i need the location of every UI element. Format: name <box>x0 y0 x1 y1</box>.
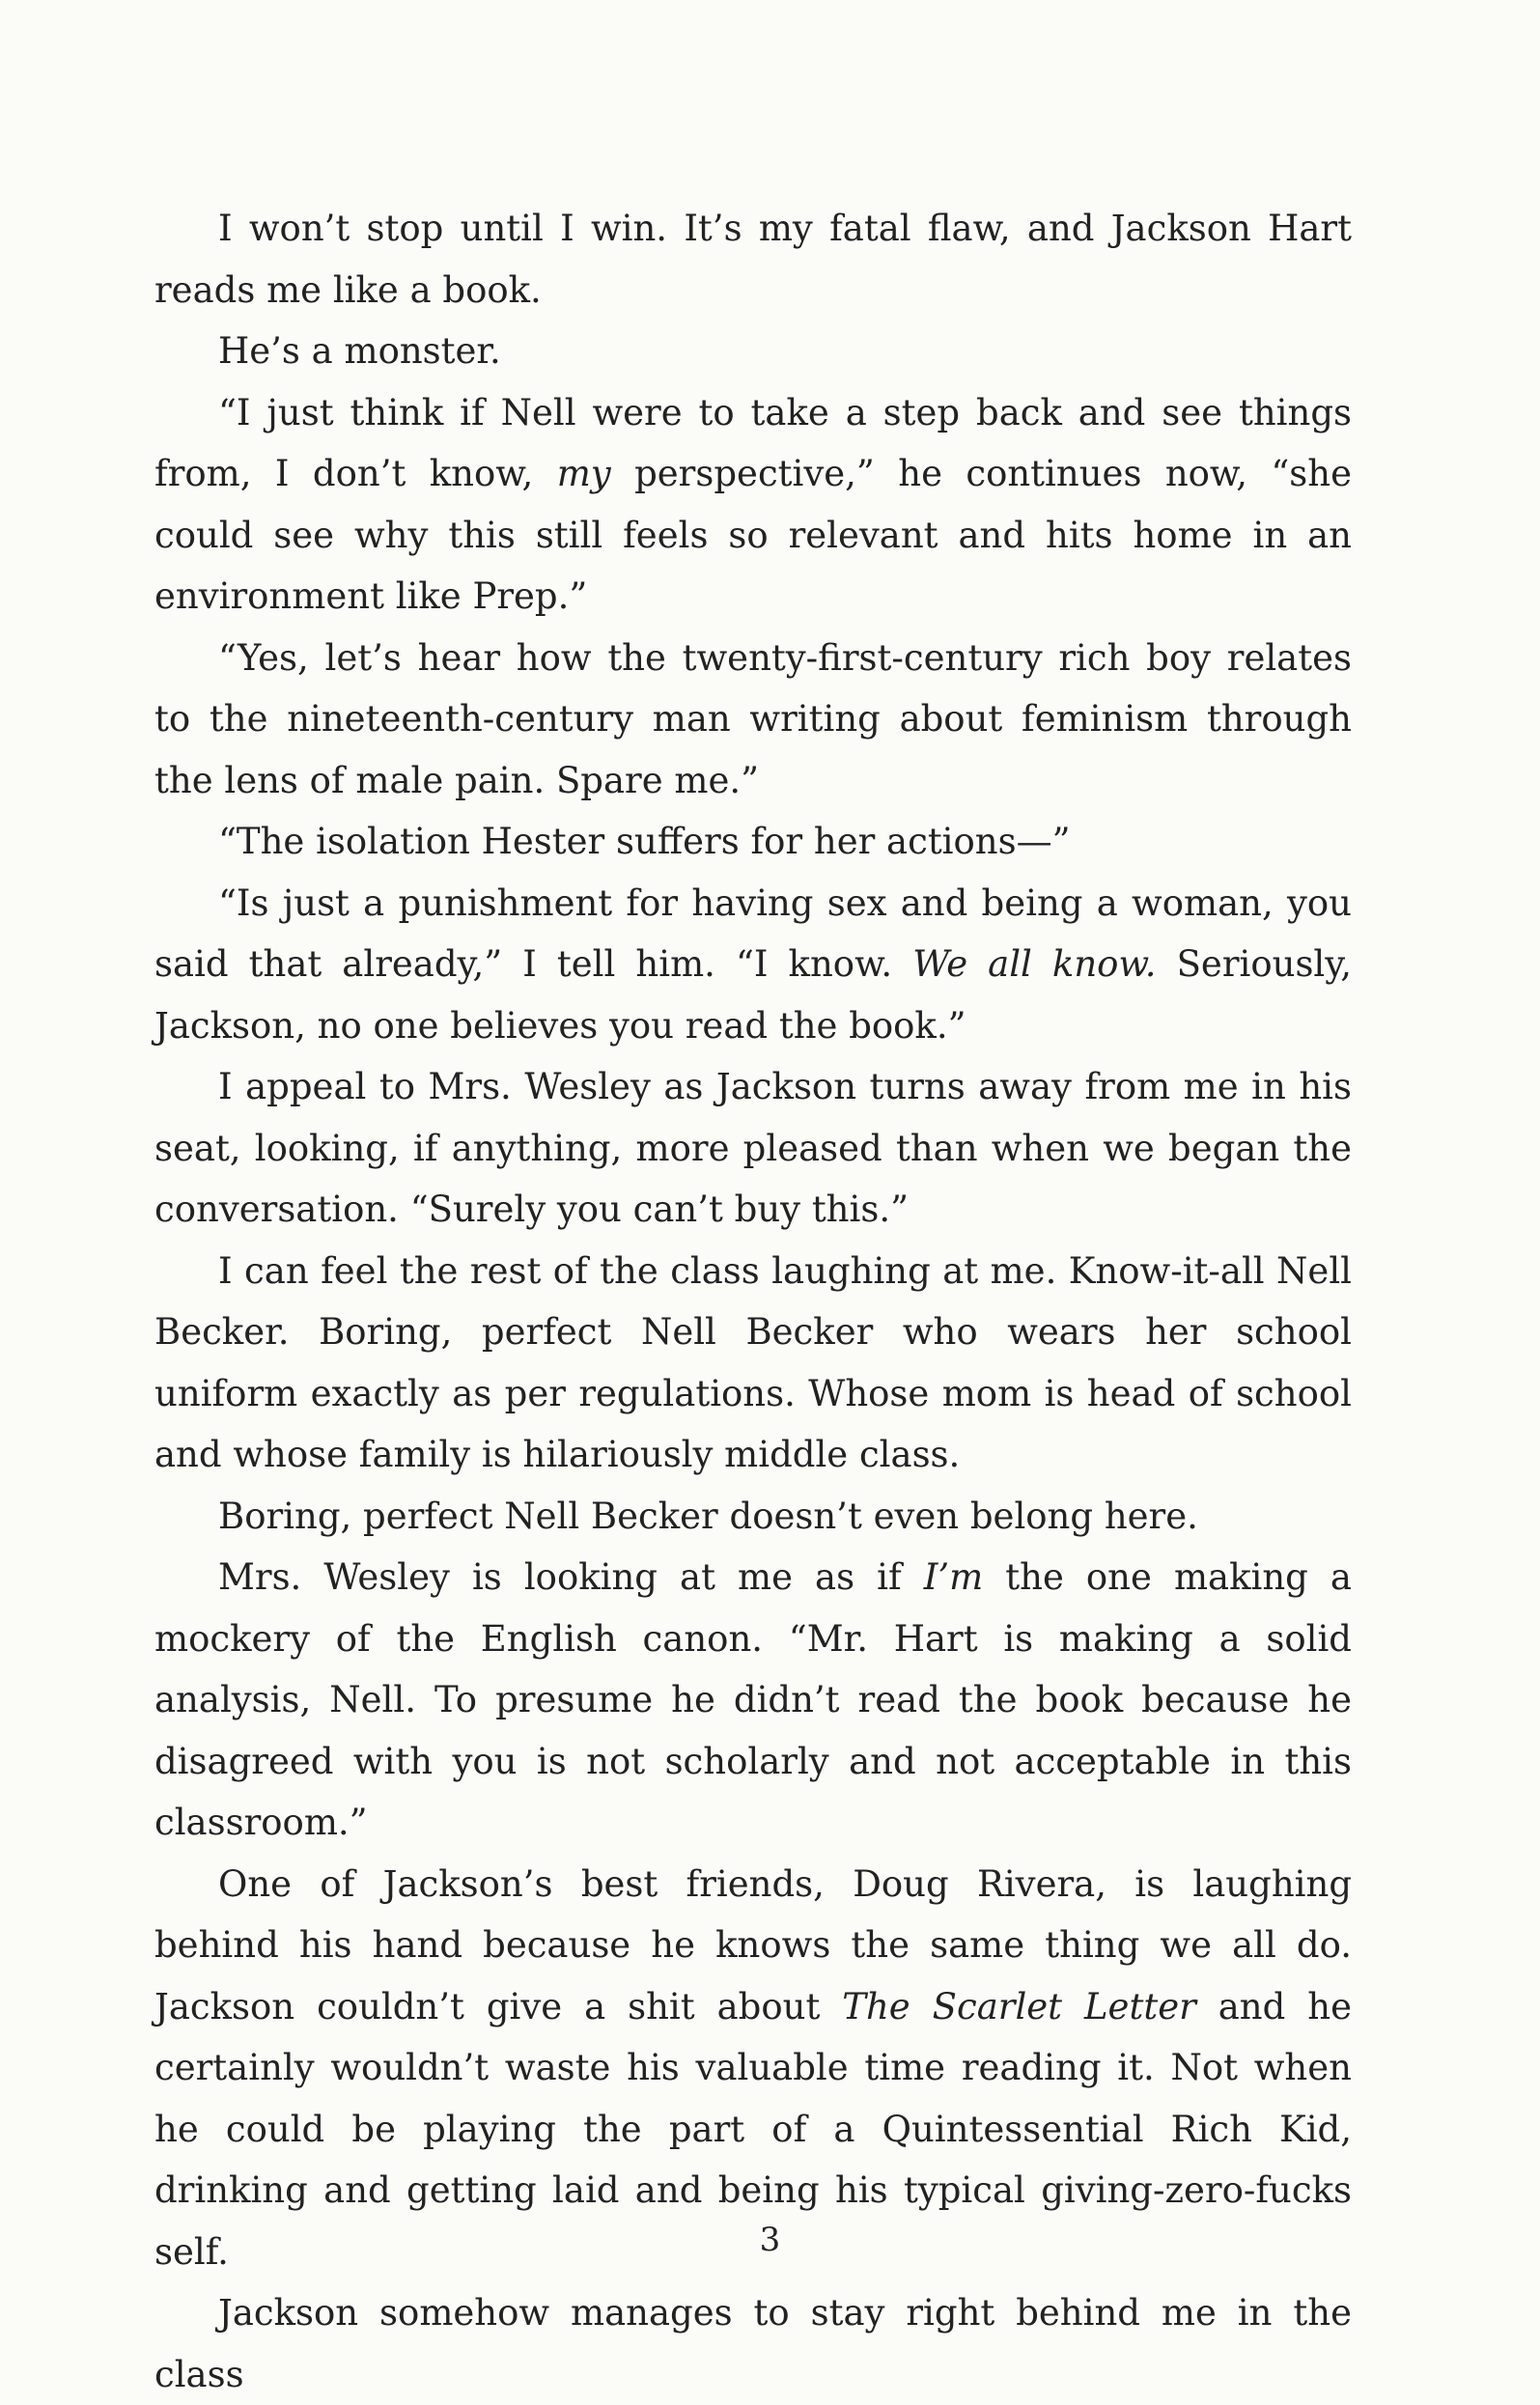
paragraph-6: “Is just a punishment for having sex and being a woman, you said that already,” I tell him. “I know. We all know. Seriously, Jackson, no one believes you read the book.” <box>154 881 1353 1047</box>
paragraph-3: “I just think if Nell were to take a step back and see things from, I don’t know, my perspective,” he continues now, “she could see why this still feels so relevant and hits home in an environment like Prep.” <box>154 391 1353 617</box>
paragraph-2: He’s a monster. <box>218 330 501 372</box>
paragraph-1: I won’t stop until I win. It’s my fatal flaw, and Jackson Hart reads me like a book. <box>154 208 1352 311</box>
body-text <box>154 198 1352 2405</box>
paragraph-10: Mrs. Wesley is looking at me as if I’m the one making a mockery of the English canon. “Mr. Hart is making a solid analysis, Nell. To presume he didn’t read the book because he disagreed with you is not scholarly and not acceptable in this classroom.” <box>154 1556 1352 1843</box>
italic-emphasis: I’m <box>923 1556 984 1598</box>
paragraph-8: I can feel the rest of the class laughing at me. Know-it-all Nell Becker. Boring, perfect Nell Becker who wears her school uniform exactly as per regulations. Whose mom is head of school and whose family is hilariously middle class. <box>154 1249 1352 1475</box>
paragraph-5: “The isolation Hester suffers for her actions—” <box>218 821 1071 862</box>
book-title-italic: The Scarlet Letter <box>842 1985 1196 2027</box>
paragraph-4: “Yes, let’s hear how the twenty-first-century rich boy relates to the nineteenth-century man writing about feminism through the lens of male pain. Spare me.” <box>154 636 1352 801</box>
paragraph-9: Boring, perfect Nell Becker doesn’t even belong here. <box>218 1495 1198 1537</box>
italic-emphasis: We all know. <box>912 943 1157 985</box>
paragraph-12: Jackson somehow manages to stay right behind me in the class <box>154 2292 1352 2395</box>
paragraph-11: One of Jackson’s best friends, Doug Rivera, is laughing behind his hand because he knows the same thing we all do. Jackson couldn’t give a shit about The Scarlet Letter and he certainly wouldn’t waste his valuable time reading it. Not when he could be playing the part of a Quintessential Rich Kid, drinking and getting laid and being his typical giving-zero-fucks self. <box>154 1862 1352 2273</box>
paragraph-7: I appeal to Mrs. Wesley as Jackson turns away from me in his seat, looking, if anything, more pleased than when we began the conversation. “Surely you can’t buy this.” <box>154 1066 1352 1230</box>
page-number: 3 <box>759 2221 781 2259</box>
italic-emphasis: my <box>556 453 611 494</box>
